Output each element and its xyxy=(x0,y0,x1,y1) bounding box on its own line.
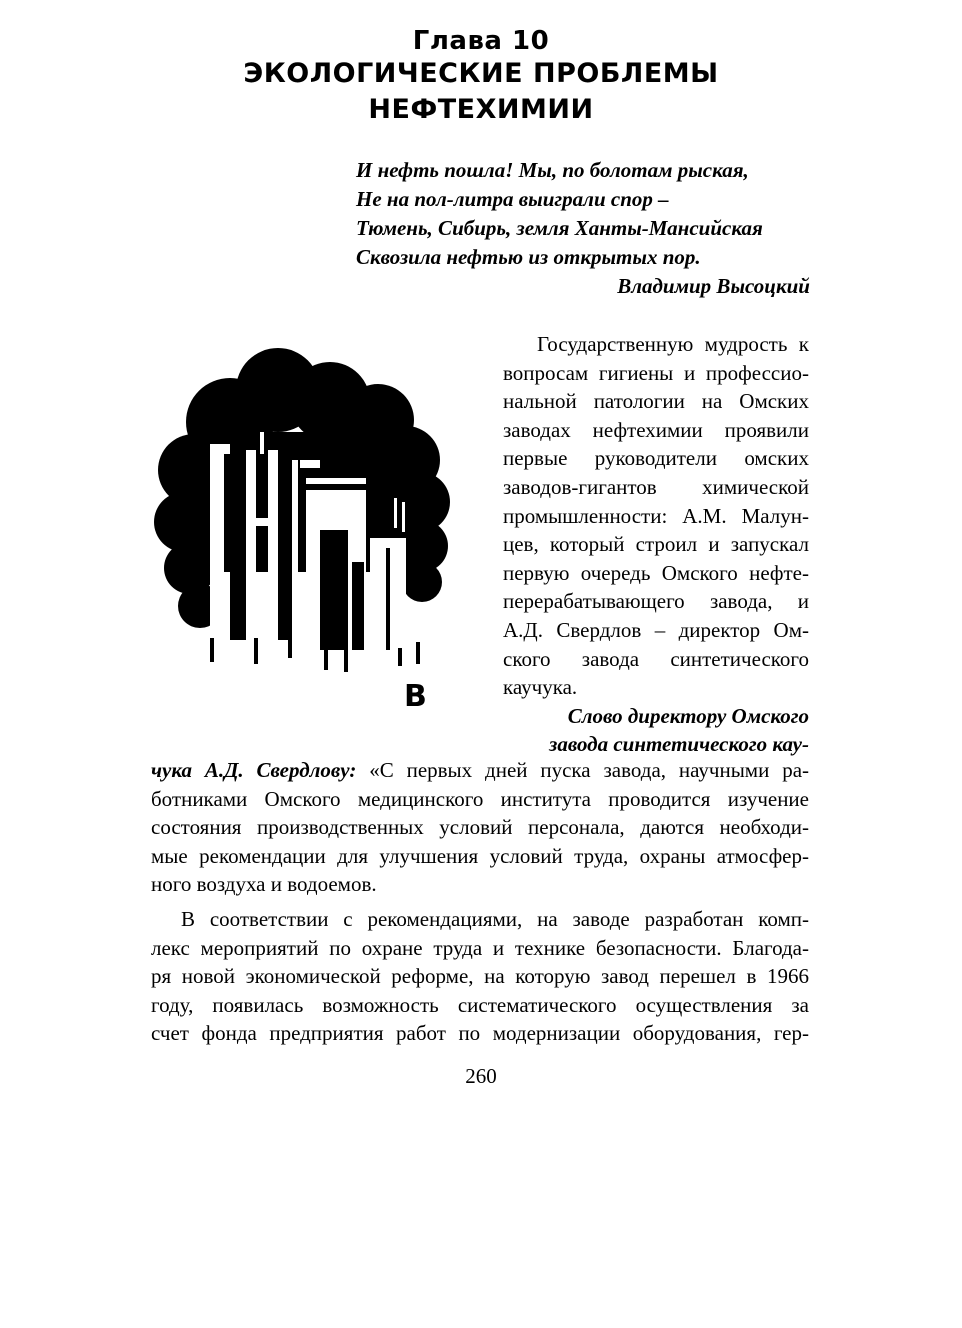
main-text xyxy=(151,756,809,1048)
text-line: лекс мероприятий по охране труда и технике безопасности. Благода- xyxy=(151,935,809,960)
subheading-line-1: Слово директору Омского xyxy=(567,703,809,728)
text-line: ского завода синтетического xyxy=(503,646,809,671)
chapter-title-line-2: НЕФТЕХИМИИ xyxy=(368,94,594,125)
text-line: вопросам гигиены и профессио- xyxy=(503,360,809,385)
text-line: первую очередь Омского нефте- xyxy=(503,560,809,585)
text-line: заводов-гигантов химической xyxy=(503,474,809,499)
text-line: счет фонда предприятия работ по модернизации оборудования, гер- xyxy=(151,1021,809,1046)
illustration-monogram: В xyxy=(404,679,427,714)
text-line: промышленности: А.М. Малун- xyxy=(503,503,809,528)
text-line: ботниками Омского медицинского института проводится изучение xyxy=(151,786,809,811)
text-line: состояния производственных условий персонала, даются необходи- xyxy=(151,815,809,840)
text-line: А.Д. Свердлов – директор Ом- xyxy=(503,617,809,642)
text-line: каучука. xyxy=(503,675,578,700)
epigraph xyxy=(356,156,810,301)
chapter-title-line-1: ЭКОЛОГИЧЕСКИЕ ПРОБЛЕМЫ xyxy=(243,58,719,89)
column-paragraph xyxy=(503,330,809,759)
epigraph-line: И нефть пошла! Мы, по болотам рыская, xyxy=(356,158,749,182)
text-line: году, появилась возможность систематического осуществления за xyxy=(151,992,809,1017)
epigraph-author: Владимир Высоцкий xyxy=(617,274,810,298)
text-line: нальной патологии на Омских xyxy=(503,389,809,414)
text-line: мые рекомендации для улучшения условий труда, охраны атмосфер- xyxy=(151,843,809,868)
text-line: цев, который строил и запускал xyxy=(503,532,809,557)
text-line: перерабатывающего завода, и xyxy=(503,589,809,614)
epigraph-line: Не на пол-литра выиграли спор – xyxy=(356,187,669,211)
text-line xyxy=(151,756,809,785)
text-line: Государственную мудрость к xyxy=(537,332,809,356)
text-line: ря новой экономической реформе, на которую завод перешел в 1966 xyxy=(151,964,809,989)
text-line: ного воздуха и водоемов. xyxy=(151,872,377,897)
chapter-number: Глава 10 xyxy=(412,26,550,56)
subheading-line-2: завода синтетического кау- xyxy=(549,732,809,757)
factory-smoke-illustration xyxy=(150,342,460,714)
epigraph-line: Тюмень, Сибирь, земля Ханты-Мансийская xyxy=(356,216,763,240)
quote-start: «С первых дней пуска завода, научными ра- xyxy=(356,758,810,782)
text-line: заводах нефтехимии проявили xyxy=(503,417,809,442)
text-line: В соответствии с рекомендациями, на заводе разработан комп- xyxy=(181,906,809,931)
page-number: 260 xyxy=(465,1064,497,1088)
text-line: первые руководители омских xyxy=(503,446,809,471)
subheading-end: чука А.Д. Свердлову: xyxy=(151,758,357,782)
epigraph-line: Сквозила нефтью из открытых пор. xyxy=(356,245,701,269)
